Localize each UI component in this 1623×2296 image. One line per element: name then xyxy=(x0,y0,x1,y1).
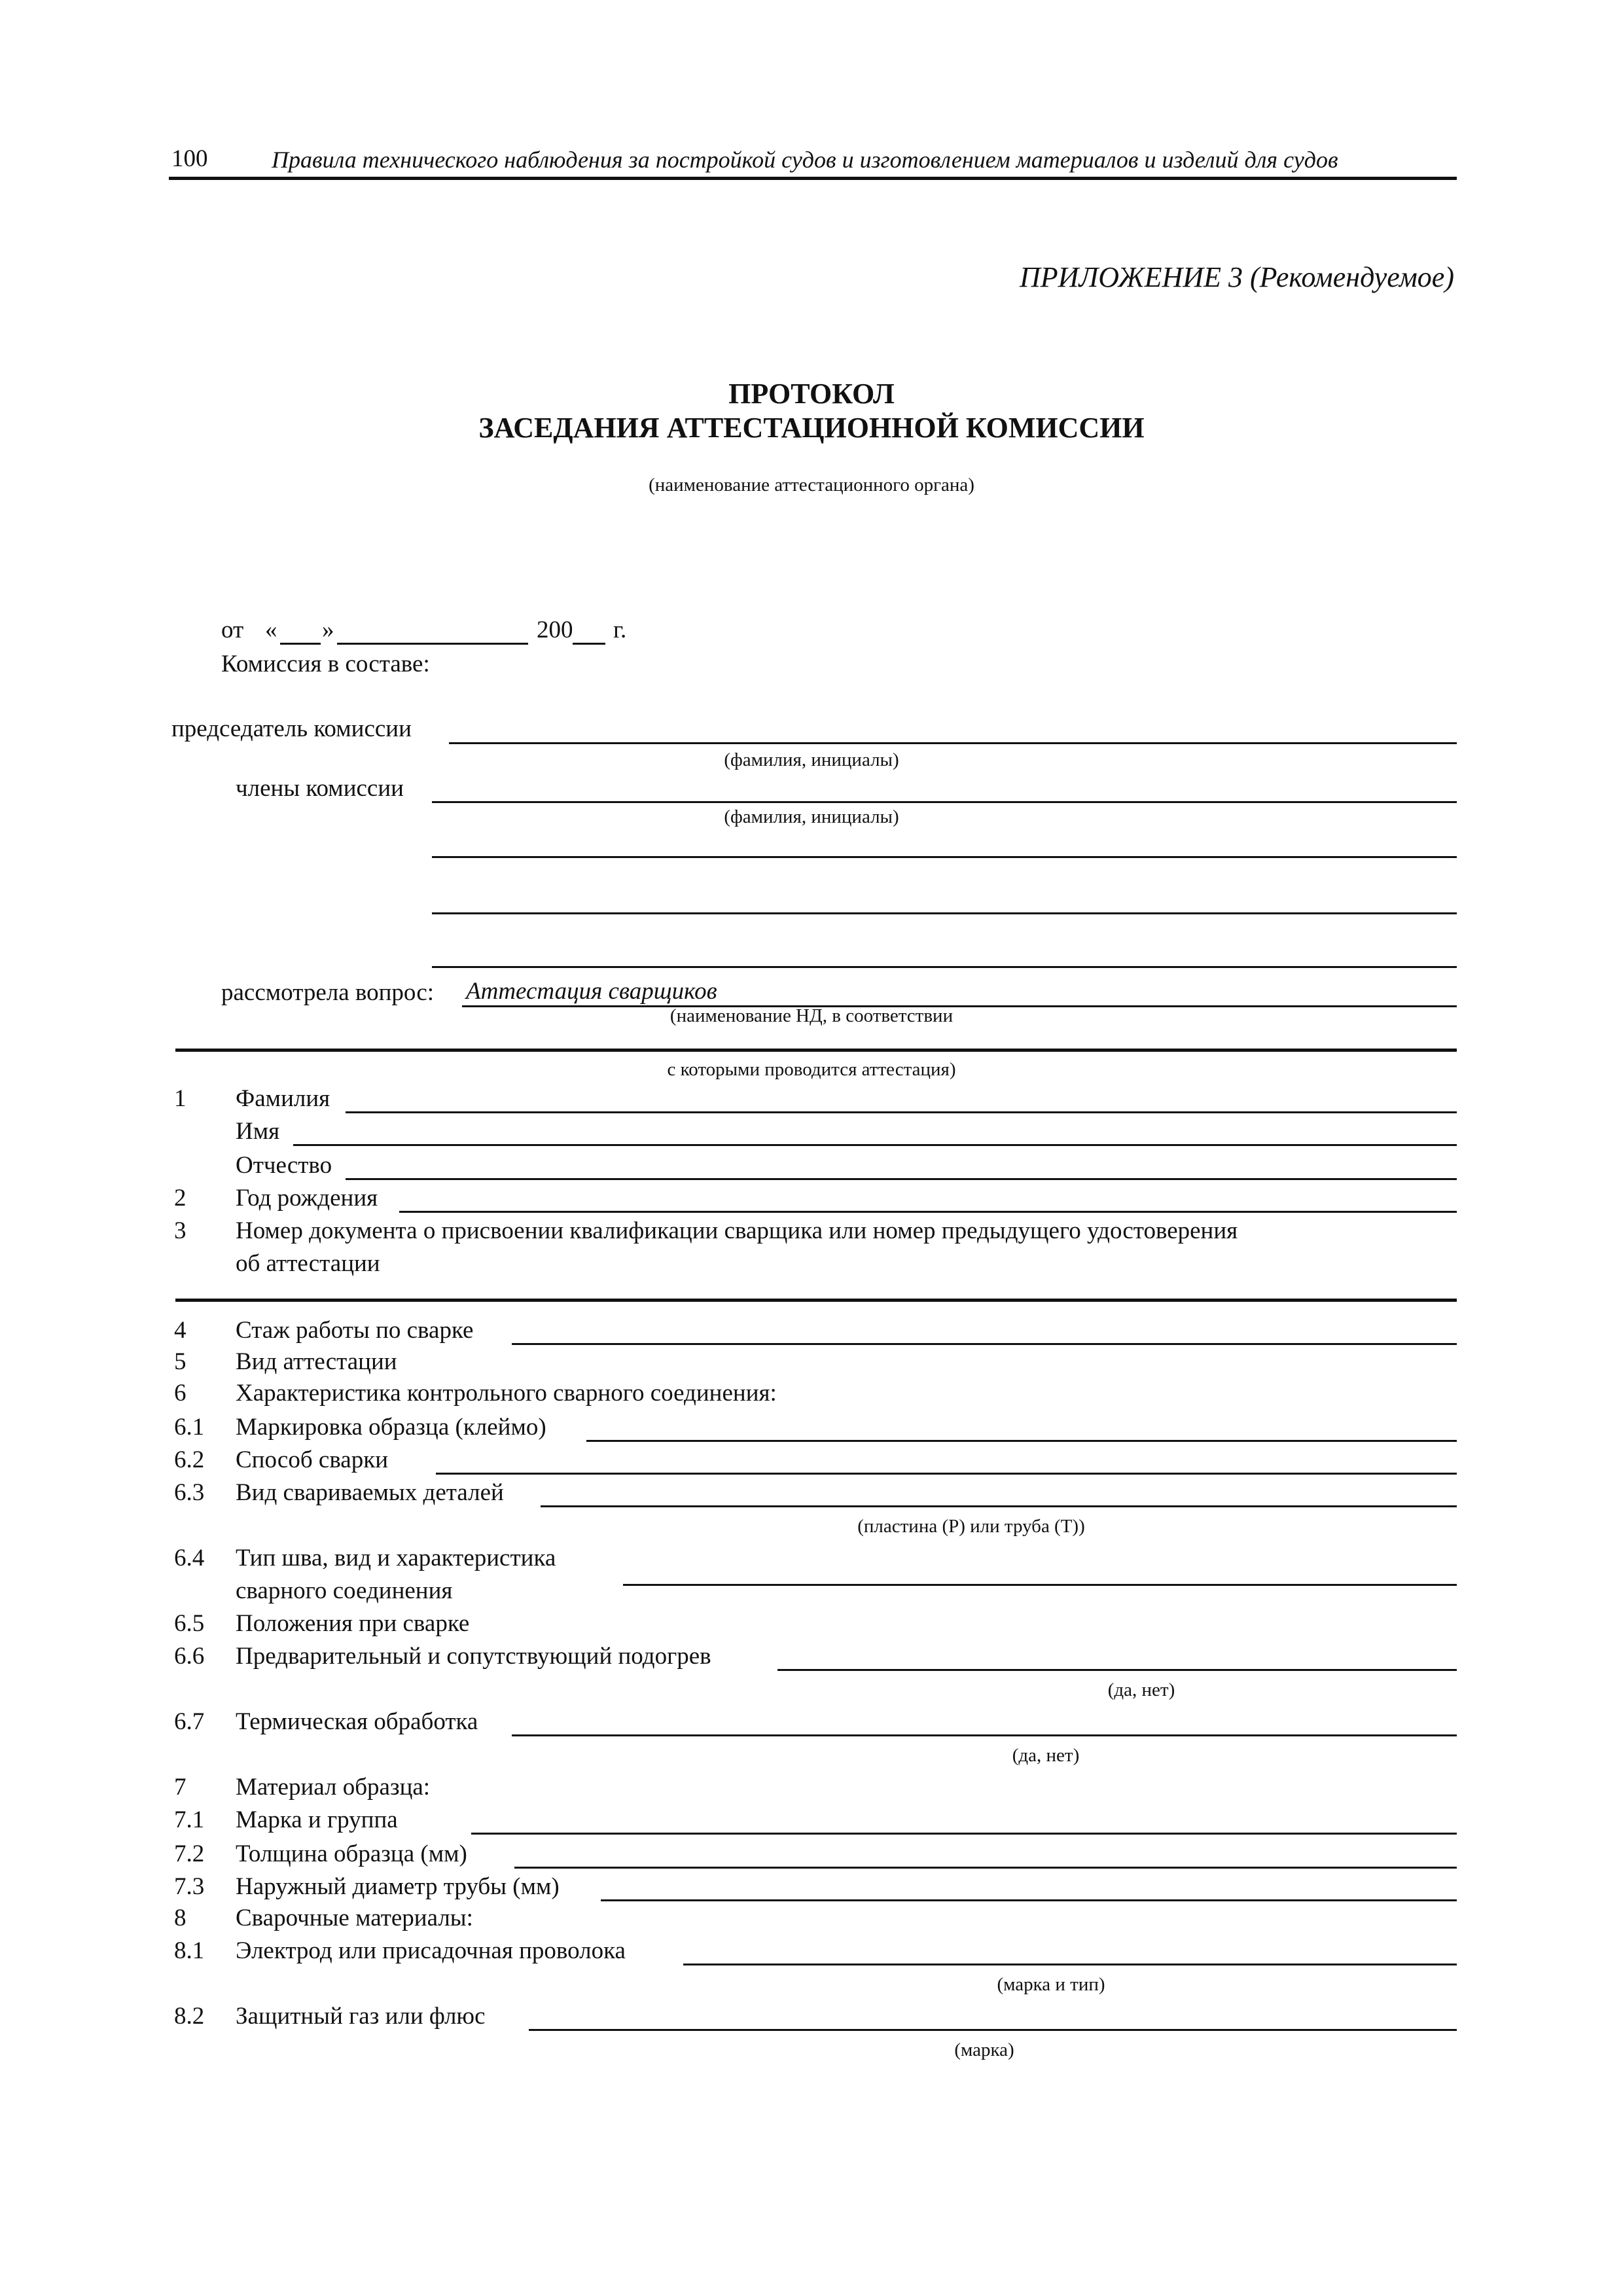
question-label: рассмотрела вопрос: xyxy=(221,979,435,1006)
heat-treatment-label: Термическая обработка xyxy=(236,1708,478,1735)
item-5-number: 5 xyxy=(174,1348,187,1375)
item-1-number: 1 xyxy=(174,1085,187,1112)
member-field-3[interactable] xyxy=(432,912,1457,914)
date-close-quote: » xyxy=(322,617,334,643)
parts-type-field[interactable] xyxy=(541,1505,1457,1507)
date-open-quote: « xyxy=(265,617,277,643)
item-7-2-number: 7.2 xyxy=(174,1840,205,1867)
experience-field[interactable] xyxy=(512,1343,1457,1345)
birth-year-field[interactable] xyxy=(399,1211,1457,1213)
thickness-field[interactable] xyxy=(514,1867,1457,1869)
grade-group-label: Марка и группа xyxy=(236,1806,398,1833)
item-8-1-number: 8.1 xyxy=(174,1937,205,1964)
item-7-1-number: 7.1 xyxy=(174,1806,205,1833)
item-7-3-number: 7.3 xyxy=(174,1873,205,1900)
welding-method-label: Способ сварки xyxy=(236,1446,389,1473)
members-label: члены комиссии xyxy=(236,775,404,802)
preheating-caption: (да, нет) xyxy=(1107,1679,1175,1700)
date-prefix: от xyxy=(221,617,244,643)
item-6-3-number: 6.3 xyxy=(174,1479,205,1506)
preheating-label: Предварительный и сопутствующий подогрев xyxy=(236,1643,711,1670)
electrode-label: Электрод или присадочная проволока xyxy=(236,1937,626,1964)
title-line-2: ЗАСЕДАНИЯ АТТЕСТАЦИОННОЙ КОМИССИИ xyxy=(478,412,1145,444)
qualification-doc-label-1: Номер документа о присвоении квалификации сварщика или номер предыдущего удостоверения xyxy=(236,1217,1238,1244)
chairman-field[interactable] xyxy=(449,742,1457,744)
question-caption-2: с которыми проводится аттестация) xyxy=(667,1059,956,1080)
commission-intro: Комиссия в составе: xyxy=(221,651,430,677)
item-8-number: 8 xyxy=(174,1905,187,1931)
day-field[interactable] xyxy=(280,643,321,645)
item-6-1-number: 6.1 xyxy=(174,1414,205,1441)
title-line-1: ПРОТОКОЛ xyxy=(728,378,895,410)
pipe-diameter-label: Наружный диаметр трубы (мм) xyxy=(236,1873,560,1900)
year-field[interactable] xyxy=(573,643,605,645)
item-3-number: 3 xyxy=(174,1217,187,1244)
member-field-1[interactable] xyxy=(432,801,1457,803)
members-caption: (фамилия, инициалы) xyxy=(724,806,899,827)
shielding-gas-field[interactable] xyxy=(529,2029,1457,2031)
header-rule xyxy=(169,177,1457,180)
attestation-type-label: Вид аттестации xyxy=(236,1348,397,1375)
patronymic-field[interactable] xyxy=(346,1178,1457,1180)
standard-field[interactable] xyxy=(175,1049,1457,1052)
grade-group-field[interactable] xyxy=(471,1833,1457,1835)
first-name-label: Имя xyxy=(236,1118,280,1145)
member-field-2[interactable] xyxy=(432,856,1457,858)
chairman-label: председатель комиссии xyxy=(171,715,412,742)
item-4-number: 4 xyxy=(174,1317,187,1344)
qualification-doc-label-2: об аттестации xyxy=(236,1250,380,1277)
shielding-gas-caption: (марка) xyxy=(954,2039,1014,2060)
page-number: 100 xyxy=(171,145,208,172)
experience-label: Стаж работы по сварке xyxy=(236,1317,474,1344)
joint-characteristics-label: Характеристика контрольного сварного соединения: xyxy=(236,1380,777,1407)
surname-label: Фамилия xyxy=(236,1085,330,1112)
item-2-number: 2 xyxy=(174,1185,187,1211)
question-caption-1: (наименование НД, в соответствии xyxy=(669,1005,954,1026)
heat-treatment-field[interactable] xyxy=(512,1734,1457,1736)
member-field-4[interactable] xyxy=(432,966,1457,968)
item-6-6-number: 6.6 xyxy=(174,1643,205,1670)
question-value: Аттестация сварщиков xyxy=(466,978,717,1005)
issuing-body-caption: (наименование аттестационного органа) xyxy=(649,475,974,495)
surname-field[interactable] xyxy=(346,1111,1457,1113)
sample-marking-label: Маркировка образца (клеймо) xyxy=(236,1414,546,1441)
patronymic-label: Отчество xyxy=(236,1152,332,1179)
thickness-label: Толщина образца (мм) xyxy=(236,1840,467,1867)
shielding-gas-label: Защитный газ или флюс xyxy=(236,2003,486,2030)
sample-marking-field[interactable] xyxy=(586,1440,1457,1442)
electrode-field[interactable] xyxy=(683,1964,1457,1965)
question-field[interactable] xyxy=(462,1005,1457,1007)
seam-type-label-1: Тип шва, вид и характеристика xyxy=(236,1545,556,1571)
seam-type-label-2: сварного соединения xyxy=(236,1577,453,1604)
item-6-number: 6 xyxy=(174,1380,187,1407)
electrode-caption: (марка и тип) xyxy=(997,1974,1105,1995)
sample-material-label: Материал образца: xyxy=(236,1774,431,1801)
welding-materials-label: Сварочные материалы: xyxy=(236,1905,473,1931)
qualification-doc-field[interactable] xyxy=(175,1299,1457,1302)
pipe-diameter-field[interactable] xyxy=(601,1899,1457,1901)
item-6-2-number: 6.2 xyxy=(174,1446,205,1473)
item-6-5-number: 6.5 xyxy=(174,1610,205,1637)
parts-type-caption: (пластина (P) или труба (T)) xyxy=(857,1516,1085,1537)
birth-year-label: Год рождения xyxy=(236,1185,378,1211)
chairman-caption: (фамилия, инициалы) xyxy=(724,749,899,770)
parts-type-label: Вид свариваемых деталей xyxy=(236,1479,504,1506)
item-8-2-number: 8.2 xyxy=(174,2003,205,2030)
date-year-prefix: 200 xyxy=(537,617,573,643)
date-suffix: г. xyxy=(613,617,627,643)
month-field[interactable] xyxy=(337,643,528,645)
item-7-number: 7 xyxy=(174,1774,187,1801)
welding-method-field[interactable] xyxy=(436,1473,1457,1475)
welding-positions-label: Положения при сварке xyxy=(236,1610,470,1637)
seam-type-field[interactable] xyxy=(623,1584,1457,1586)
heat-treatment-caption: (да, нет) xyxy=(1012,1745,1080,1766)
running-title: Правила технического наблюдения за постройкой судов и изготовлением материалов и изделий для судов xyxy=(272,147,1338,173)
item-6-4-number: 6.4 xyxy=(174,1545,205,1571)
appendix-label: ПРИЛОЖЕНИЕ 3 (Рекомендуемое) xyxy=(1020,261,1454,293)
preheating-field[interactable] xyxy=(777,1669,1457,1671)
first-name-field[interactable] xyxy=(293,1144,1457,1146)
item-6-7-number: 6.7 xyxy=(174,1708,205,1735)
